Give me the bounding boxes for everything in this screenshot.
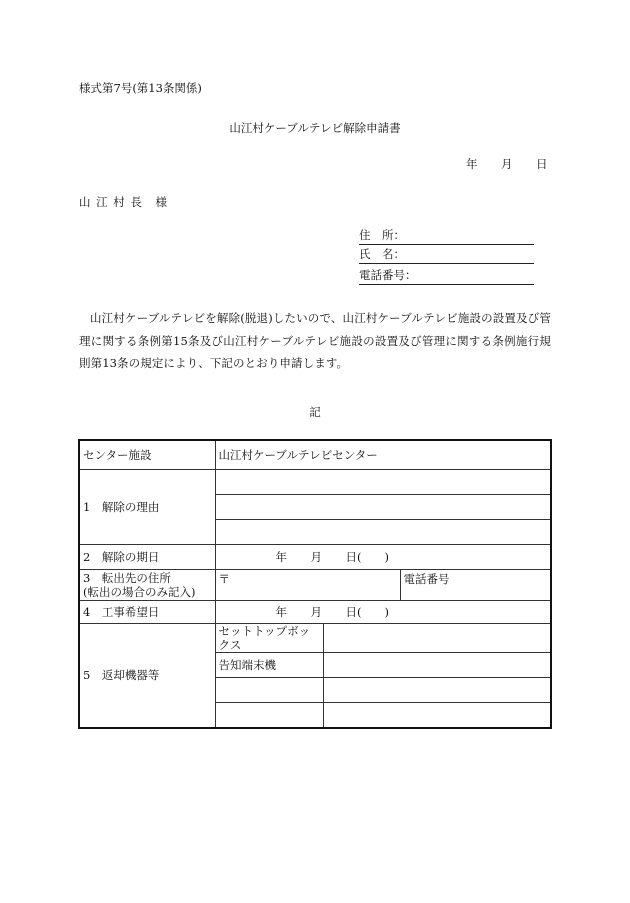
applicant-address-label: 住 所： — [359, 228, 405, 242]
equipment-name-2: 告知端末機 — [215, 653, 323, 678]
period-year: 年 — [275, 550, 287, 564]
work-year: 年 — [275, 605, 287, 619]
moving-label-line-1: 3 転出先の住所 — [83, 571, 171, 585]
applicant-name-field[interactable] — [359, 247, 534, 264]
work-date-label: 4 工事希望日 — [79, 601, 215, 624]
ki-heading: 記 — [309, 405, 321, 419]
work-date-field[interactable] — [215, 601, 551, 624]
period-month: 月 — [310, 550, 322, 564]
table-row — [79, 470, 551, 495]
work-day: 日( ) — [345, 605, 389, 619]
center-label: センター施設 — [79, 440, 215, 470]
work-month: 月 — [310, 605, 322, 619]
table-row — [79, 545, 551, 570]
applicant-name-label: 氏 名： — [359, 247, 405, 261]
period-day: 日( ) — [345, 550, 389, 564]
addressee: 山 江 村 長 様 — [79, 195, 168, 209]
equipment-value-2[interactable] — [323, 653, 551, 678]
table-row — [79, 440, 551, 470]
reason-line-3[interactable] — [215, 520, 551, 545]
table-row — [79, 601, 551, 624]
body-text: 山江村ケーブルテレビを解除(脱退)したいので、山江村ケーブルテレビ施設の設置及び管理に関する条例第15条及び山江村ケーブルテレビ施設の設置及び管理に関する条例施行規則第13条の規定により、下記のとおり申請します。 — [79, 311, 551, 370]
reason-line-1[interactable] — [215, 470, 551, 495]
applicant-phone-label: 電話番号： — [359, 268, 417, 282]
moving-label — [79, 570, 215, 601]
moving-phone-field[interactable] — [400, 570, 551, 601]
table-row — [79, 624, 551, 653]
equipment-name-4[interactable] — [215, 703, 323, 728]
moving-address-field[interactable] — [215, 570, 400, 601]
date-year-label: 年 — [466, 157, 478, 171]
date-day-label: 日 — [536, 157, 548, 171]
applicant-address-field[interactable] — [359, 228, 534, 245]
table-row — [79, 570, 551, 601]
form-number: 様式第7号(第13条関係) — [79, 81, 202, 95]
document-title: 山江村ケーブルテレビ解除申請書 — [229, 121, 401, 135]
equipment-value-4[interactable] — [323, 703, 551, 728]
equipment-name-1: セットトップボックス — [215, 624, 323, 653]
application-table — [78, 439, 552, 729]
period-date-field[interactable] — [215, 545, 551, 570]
postal-mark: 〒 — [218, 572, 230, 586]
return-label: 5 返却機器等 — [79, 624, 215, 728]
moving-phone-label: 電話番号 — [403, 572, 450, 586]
applicant-phone-field[interactable] — [359, 268, 534, 285]
date-month-label: 月 — [501, 157, 513, 171]
reason-line-2[interactable] — [215, 495, 551, 520]
period-label: 2 解除の期日 — [79, 545, 215, 570]
reason-label: 1 解除の理由 — [79, 470, 215, 545]
equipment-value-3[interactable] — [323, 678, 551, 703]
equipment-value-1[interactable] — [323, 624, 551, 653]
center-value: 山江村ケーブルテレビセンター — [215, 440, 551, 470]
equipment-name-3[interactable] — [215, 678, 323, 703]
moving-label-line-2: (転出の場合のみ記入) — [83, 585, 196, 599]
